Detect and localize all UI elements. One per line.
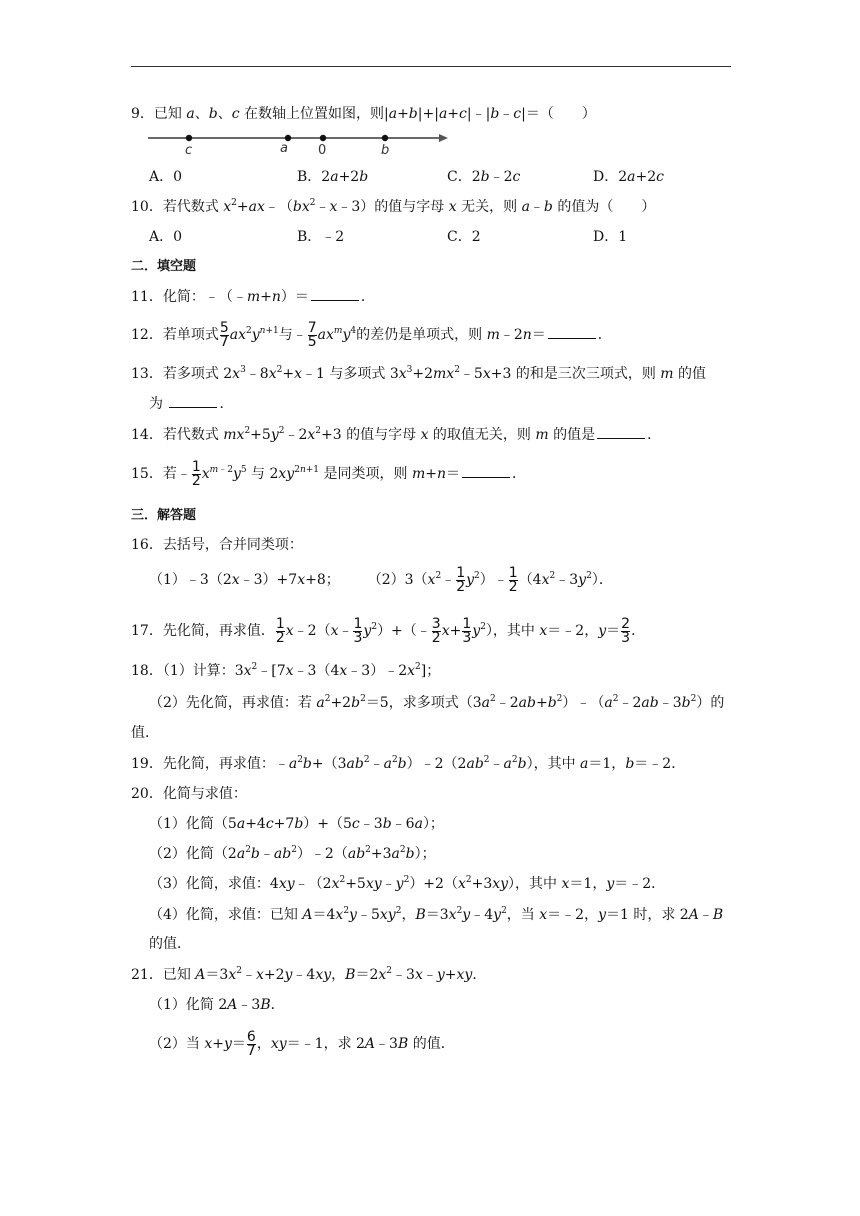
- question-16: 16．去括号，合并同类项：: [131, 537, 303, 553]
- question-13: 13．若多项式 $2x^3﹣8x^2+x﹣1$ 与多项式 $3x^3+2mx^2﹣5x+3$ 的和是三次三项式，则 m 的值: [131, 365, 707, 382]
- number-line-figure: [145, 128, 450, 158]
- q10-option-a: A．0: [149, 229, 183, 245]
- q9-option-c: C．2b﹣2c: [447, 169, 521, 185]
- axis-point-0: [320, 135, 326, 141]
- question-12: 12．若单项式 $\frac{5}{7}$ $ax^2y^{n+1}$与﹣ $\frac{7}{5}$ $ax^my^4$的差仍是单项式，则 m﹣2n＝ ．: [131, 319, 612, 350]
- question-16-parts: （1）﹣3（2x﹣3）+7x+8； $(2)3(x^2﹣$ $\frac{1}{2}$ $y^2)﹣$ $\frac{1}{2}$ $(4x^2﹣3y^2)$．: [149, 564, 613, 595]
- question-21-part2: （2）当 x+y＝ $\frac{6}{7}$ ，xy＝﹣1，求 2A﹣3B 的值．: [149, 1028, 455, 1059]
- question-20-part1: （1）化简（5a+4c+7b）+（5c﹣3b﹣6a）；: [149, 816, 444, 832]
- axis-label-a: a: [280, 141, 288, 156]
- question-18-part2: （2）先化简，再求值：若 $a^2+2b^2=5$，求多项式$(3a^2﹣2ab+b^2)﹣(a^2﹣2ab﹣3b^2)$的: [149, 694, 725, 711]
- axis-label-c: c: [185, 143, 193, 158]
- question-15: 15．若﹣ $\frac{1}{2}$ $x^{m﹣2}y^5$ 与 $2xy^{2n+1}$ 是同类项，则 m+n＝ ．: [131, 458, 526, 489]
- q9-option-d: D．2a+2c: [593, 169, 664, 185]
- question-19: 19．先化简，再求值：$﹣a^2b+(3ab^2﹣a^2b)﹣2(2ab^2﹣a^2b)$，其中 a＝1，b＝﹣2．: [131, 755, 686, 772]
- q9-option-b: B．2a+2b: [297, 169, 369, 185]
- section-fill-in: 二．填空题: [131, 259, 197, 274]
- question-20-part2: （2）化简$(2a^2b﹣ab^2)﹣2(ab^2+3a^2b)$；: [149, 845, 436, 862]
- question-20-cont: 的值．: [149, 936, 191, 952]
- question-14: 14．若代数式 $mx^2+5y^2﹣2x^2+3$ 的值与字母 x 的取值无关，则 m 的值是 ．: [131, 426, 662, 443]
- q10-option-b: B．﹣2: [297, 229, 345, 245]
- axis-label-0: 0: [318, 143, 327, 158]
- axis-point-b: [382, 135, 388, 141]
- axis-point-c: [186, 135, 192, 141]
- question-18: 18．（1）计算：$3x^2﹣[7x﹣3(4x﹣3)﹣2x^2]$；: [131, 662, 441, 679]
- header-rule: [131, 66, 731, 67]
- question-20: 20．化简与求值：: [131, 786, 247, 802]
- question-11: 11．化简：﹣（﹣m+n）＝ ．: [131, 289, 375, 305]
- q10-option-d: D．1: [593, 229, 628, 245]
- question-10: 10．若代数式 $x^2+ax﹣(bx^2﹣x﹣3)$的值与字母 x 无关，则 a﹣b 的值为（ ）: [131, 198, 656, 215]
- question-21: 21．已知 $A=3x^2﹣x+2y﹣4xy$，$B=2x^2﹣3x﹣y+xy$．: [131, 966, 487, 983]
- question-18-cont: 值．: [131, 725, 159, 741]
- question-20-part4: （4）化简，求值：已知 $A=4x^2y﹣5xy^2$，$B=3x^2y﹣4y^2$，当 x＝﹣2，y＝1 时，求 2A﹣B: [149, 906, 724, 923]
- question-9: 9．已知 a、b、c 在数轴上位置如图，则|a+b|+|a+c|﹣|b﹣c|＝（ ）: [131, 106, 596, 122]
- question-17: 17．先化简，再求值． $\frac{1}{2}$ x﹣2（x﹣ $\frac{1}{3}$ $y^2)+(﹣$ $\frac{3}{2}$ x+ $\frac{1}{3}$ $y^2$），其中 x＝﹣2，y＝ $\frac{2}{3}$ ．: [131, 615, 646, 646]
- q9-option-a: A．0: [149, 169, 183, 185]
- question-21-part1: （1）化简 2A﹣3B．: [149, 997, 285, 1013]
- q10-option-c: C．2: [447, 229, 481, 245]
- question-13-cont: 为 ．: [149, 396, 234, 412]
- question-20-part3: （3）化简，求值：$4xy﹣(2x^2+5xy﹣y^2)+2(x^2+3xy)$，其中 x＝1，y＝﹣2．: [149, 875, 666, 892]
- axis-label-b: b: [381, 143, 390, 158]
- section-solve: 三．解答题: [131, 508, 197, 523]
